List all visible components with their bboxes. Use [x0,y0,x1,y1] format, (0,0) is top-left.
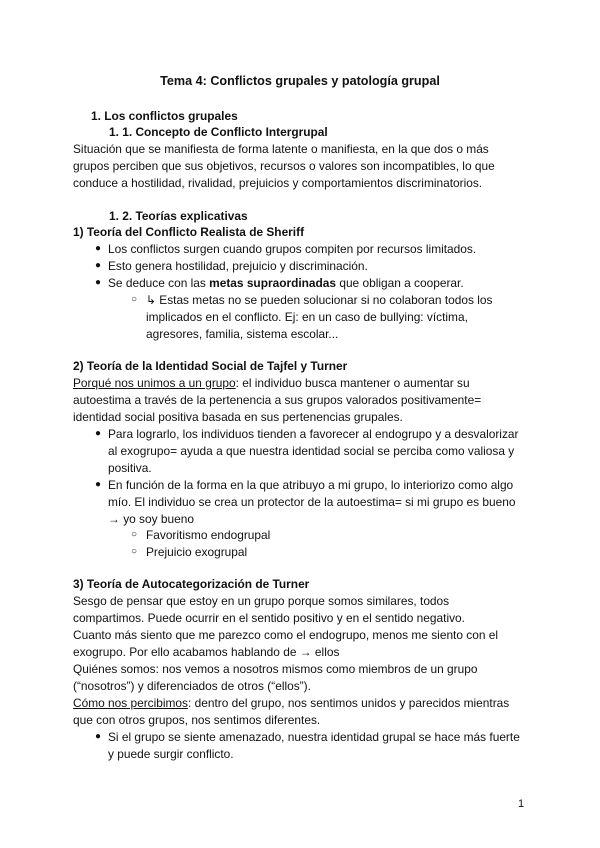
text-run: : dentro del grupo, nos sentimos unidos y parecidos mientras [188,696,510,710]
paragraph-line: autoestima a través de la pertenencia a sus grupos valorados positivamente= [73,393,482,407]
bullet-icon: ● [94,479,102,490]
sub-bullet-text: implicados en el conflicto. Ej: en un caso de bullying: víctima, [146,310,468,324]
bold-term: metas supraordinadas [209,276,337,290]
text-run: : el individuo busca mantener o aumentar su [235,376,470,390]
underlined-term: Cómo nos percibimos [73,696,188,710]
text-run: Se deduce con las [108,276,210,290]
sub-bullet-icon: ○ [130,294,138,305]
subsection-heading: 1. 1. Concepto de Conflicto Intergrupal [109,125,328,139]
bullet-text: positiva. [108,461,152,475]
paragraph-line: (“nosotros”) y diferenciados de otros (“ellos”). [73,679,311,693]
bullet-text: En función de la forma en la que atribuyo a mi grupo, lo interiorizo como algo [108,478,514,492]
sub-bullet-text: agresores, familia, sistema escolar... [146,327,339,341]
bullet-text: Para lograrlo, los individuos tienden a favorecer al endogrupo y a desvalorizar [108,427,519,441]
bullet-text: mío. El individuo se crea un protector de la autoestima= si mi grupo es bueno [108,495,516,509]
sub-bullet-icon: ○ [130,546,138,557]
bullet-icon: ● [94,428,102,439]
bullet-text: Los conflictos surgen cuando grupos compiten por recursos limitados. [108,242,477,256]
bullet-text: y puede surgir conflicto. [108,747,234,761]
bullet-text: Esto genera hostilidad, prejuicio y discriminación. [108,259,368,273]
subsection-heading: 1. 2. Teorías explicativas [109,209,248,223]
text-run: que obligan a cooperar. [336,276,464,290]
paragraph-line: Quiénes somos: nos vemos a nosotros mismos como miembros de un grupo [73,662,478,676]
underlined-term: Porqué nos unimos a un grupo [73,376,236,390]
paragraph-line: grupos perciben que sus objetivos, recursos o valores son incompatibles, lo que [73,159,495,173]
page-number: 1 [518,798,525,810]
section-heading: 1. Los conflictos grupales [91,109,238,123]
theory-heading: 3) Teoría de Autocategorización de Turner [73,577,310,591]
bullet-text [108,275,464,292]
paragraph-line: Cuanto más siento que me parezco como el endogrupo, menos me siento con el [73,628,499,642]
bullet-text: al exogrupo= ayuda a que nuestra identidad social se perciba como valiosa y [108,444,515,458]
paragraph-line [73,375,470,392]
bullet-text: Si el grupo se siente amenazado, nuestra identidad grupal se hace más fuerte [108,730,520,744]
paragraph-line: Sesgo de pensar que estoy en un grupo porque somos similares, todos [73,594,450,608]
paragraph-line: compartimos. Puede ocurrir en el sentido positivo y en el sentido negativo. [73,611,465,625]
paragraph-line: que con otros grupos, nos sentimos diferentes. [73,713,321,727]
bullet-icon: ● [94,277,102,288]
bullet-text: → yo soy bueno [108,512,194,526]
bullet-icon: ● [94,243,102,254]
theory-heading: 2) Teoría de la Identidad Social de Tajfel y Turner [73,359,348,373]
bullet-icon: ● [94,731,102,742]
paragraph-line [73,695,509,712]
paragraph-line: identidad social positiva basada en sus pertenencias grupales. [73,410,403,424]
theory-heading: 1) Teoría del Conflicto Realista de Sheriff [73,225,305,239]
paragraph-line: Situación que se manifiesta de forma latente o manifiesta, en la que dos o más [73,142,489,156]
sub-bullet-text: ↳ Estas metas no se pueden solucionar si no colaboran todos los [146,293,493,307]
sub-bullet-text: Prejuicio exogrupal [146,545,248,559]
sub-bullet-text: Favoritismo endogrupal [146,528,271,542]
sub-bullet-icon: ○ [130,529,138,540]
paragraph-line: exogrupo. Por ello acabamos hablando de → ellos [73,645,340,659]
paragraph-line: conduce a hostilidad, rivalidad, prejuicios y comportamientos discriminatorios. [73,176,483,190]
bullet-icon: ● [94,260,102,271]
page-title: Tema 4: Conflictos grupales y patología grupal [160,74,440,88]
